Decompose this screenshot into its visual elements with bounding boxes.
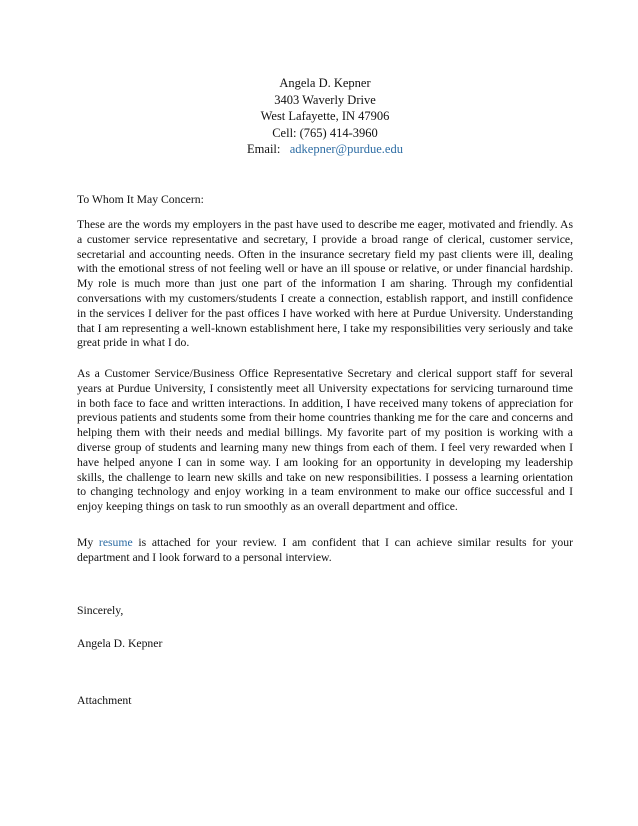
resume-link[interactable]: resume [98,536,133,549]
sender-phone: Cell: (765) 414-3960 [272,125,378,140]
signature-name: Angela D. Kepner [77,637,163,650]
attachment-note: Attachment [77,694,132,707]
paragraph-3 [77,536,573,566]
sender-name: Angela D. Kepner [279,76,371,90]
sender-city: West Lafayette, IN 47906 [260,109,390,123]
paragraph-1: These are the words my employers in the past have used to describe me eager, motivated and friendly. As a customer service representative and secretary, I provide a broad range of clerical, customer service, secretarial and accounting needs. Often in the insurance secretary field my past clients were ill, dealing with the emotional stress of not feeling well or have an ill spouse or relative, or under financial hardship. My role is much more than just one part of the information I am sharing. Through my confidential conversations with my customers/students I create a connection, establish rapport, and instill confidence in the services I deliver for the past offices I have worked with here at Purdue University. Understanding that I am representing a well-known establishment here, I take my responsibilities very seriously and take great pride in what I do. [77,218,573,350]
salutation: To Whom It May Concern: [77,193,204,206]
letter-header [200,75,450,158]
paragraph-3-rest: is attached for your review. I am confident that I can achieve similar results for your department and I look forward to a personal interview. [77,536,573,564]
email-link[interactable]: adkepner@purdue.edu [289,142,403,156]
sender-street: 3403 Waverly Drive [274,92,376,107]
email-label: Email: [247,142,281,156]
sender-email-line [200,141,450,158]
paragraph-3-intro: My [77,536,99,549]
closing: Sincerely, [77,604,124,617]
paragraph-2: As a Customer Service/Business Office Representative Secretary and clerical support staff for several years at Purdue University, I consistently meet all University expectations for servicing turnaround time in both face to face and written interactions. In addition, I have received many tokens of appreciation for previous patients and students some from their home countries thanking me for the care and concerns and helping them with their needs and medial billings. My favorite part of my position is working with a diverse group of students and learning many new things from each of them. I feel very rewarded when I have helped anyone I can in some way. I am looking for an opportunity in developing my leadership skills, the challenge to learn new skills and take on new responsibilities. I possess a learning orientation to changing technology and enjoy working in a team environment to make our office successful and I enjoy keeping things on task to run smoothly as an overall department and office. [77,367,573,514]
